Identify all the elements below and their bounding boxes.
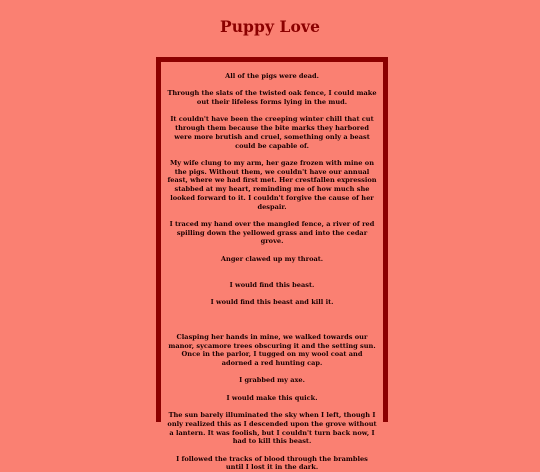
page-title: Puppy Love xyxy=(219,17,321,36)
story-paragraph: Clasping her hands in mine, we walked towards our manor, sycamore trees obscuring it and the setting sun. Once in the parlor, I tugged on my wool coat and adorned a red hunting cap. xyxy=(168,332,376,367)
story-paragraph: I would make this quick. xyxy=(226,393,318,402)
story-paragraph: I grabbed my axe. xyxy=(239,376,305,385)
story-paragraph: I would find this beast and kill it. xyxy=(210,298,334,307)
story-paragraph: I would find this beast. xyxy=(229,280,315,289)
story-text xyxy=(163,62,381,472)
story-paragraph: Anger clawed up my throat. xyxy=(220,254,324,263)
story-paragraph: All of the pigs were dead. xyxy=(225,72,319,80)
story-paragraph: Through the slats of the twisted oak fence, I could make out their lifeless forms lying in the mud. xyxy=(167,89,377,107)
story-paragraph: The sun barely illuminated the sky when I left, though I only realized this as I descended upon the grove without a lantern. It was foolish, but I couldn't turn back now, I had to kill this beast. xyxy=(167,411,377,446)
story-paragraph: My wife clung to my arm, her gaze frozen with mine on the pigs. Without them, we couldn't have our annual feast, where we had first met. Her crestfallen expression stabbed at my heart, reminding me of how much she looked forward to it. I couldn't forgive the cause of her despair. xyxy=(167,158,377,211)
story-paragraph: It couldn't have been the creeping winter chill that cut through them because the bite marks they harbored were more brutish and cruel, something only a beast could be capable of. xyxy=(170,115,374,150)
story-container xyxy=(156,57,388,472)
story-paragraph: I traced my hand over the mangled fence, a river of red spilling down the yellowed grass and into the cedar grove. xyxy=(169,219,375,246)
story-paragraph: I followed the tracks of blood through the brambles until I lost it in the dark. xyxy=(176,454,368,472)
